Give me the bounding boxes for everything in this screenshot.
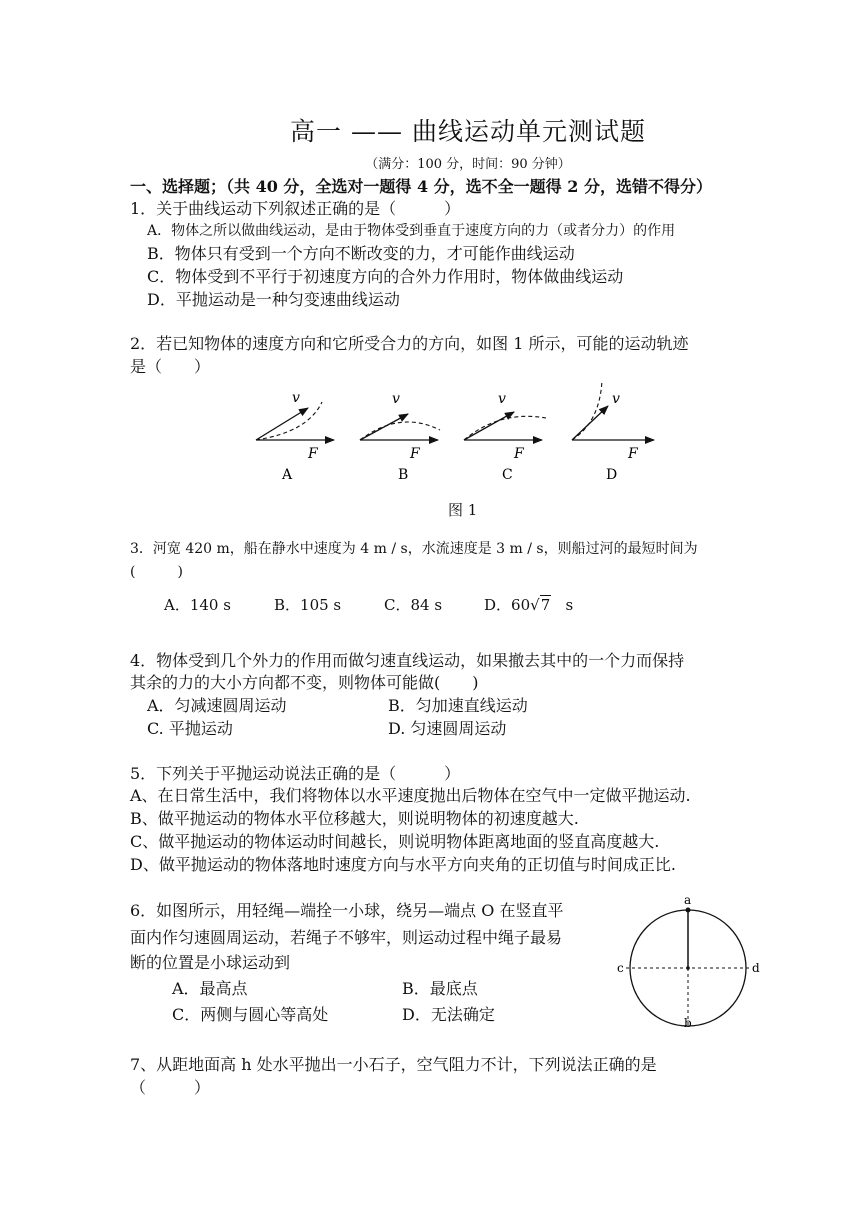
option-a-diagram <box>256 390 334 483</box>
force-label: F <box>308 446 318 462</box>
radicand: 7 <box>540 596 551 614</box>
velocity-label: v <box>392 391 400 407</box>
question-stem: 2．若已知物体的速度方向和它所受合力的方向，如图 1 所示，可能的运动轨迹 <box>130 334 689 353</box>
sqrt-icon: √ <box>530 596 540 614</box>
diagram-label: B <box>398 467 409 483</box>
option-a: A、在日常生活中，我们将物体以水平速度抛出后物体在空气中一定做平抛运动. <box>130 786 691 805</box>
exam-info: （满分：100 分，时间：90 分钟） <box>365 157 571 172</box>
option-a: A．140 s <box>164 596 231 614</box>
question-stem: 6．如图所示，用轻绳—端拴一小球，绕另—端点 O 在竖直平 <box>130 901 564 920</box>
option-d-diagram <box>572 380 654 483</box>
question-stem: 1．关于曲线运动下列叙述正确的是（ ） <box>130 199 461 218</box>
option-a: A．匀减速圆周运动 <box>147 696 287 715</box>
option-b: B．105 s <box>274 596 342 614</box>
point-a-label: a <box>684 893 692 907</box>
question-stem: 3．河宽 420 m，船在静水中速度为 4 m / s，水流速度是 3 m / s，则船过河的最短时间为 <box>130 541 698 557</box>
option-a: A．最高点 <box>172 979 248 998</box>
question-stem-continued: 其余的力的大小方向都不变，则物体可能做( ) <box>130 673 479 692</box>
ball <box>686 908 691 913</box>
option-b: B．最底点 <box>402 979 478 998</box>
point-c-label: c <box>617 961 624 975</box>
option-a: A．物体之所以做曲线运动，是由于物体受到垂直于速度方向的力（或者分力）的作用 <box>147 223 676 239</box>
velocity-label: v <box>498 391 506 407</box>
question-stem-continued: （ ） <box>130 1078 211 1097</box>
center-point <box>686 966 690 970</box>
point-b-label: b <box>684 1016 692 1030</box>
velocity-label: v <box>612 391 620 407</box>
force-label: F <box>628 446 638 462</box>
question-stem: 7、从距地面高 h 处水平抛出一小石子，空气阻力不计，下列说法正确的是 <box>130 1055 657 1074</box>
option-d: D．平抛运动是一种匀变速曲线运动 <box>147 290 400 309</box>
option-d: D、做平抛运动的物体落地时速度方向与水平方向夹角的正切值与时间成正比. <box>130 855 676 874</box>
question-stem-continued: 断的位置是小球运动到 <box>130 953 291 972</box>
option-d-unit: s <box>565 596 574 614</box>
option-c: C．84 s <box>384 596 443 614</box>
option-c: C．两侧与圆心等高处 <box>172 1005 329 1024</box>
option-b: B．物体只有受到一个方向不断改变的力，才可能作曲线运动 <box>147 244 575 263</box>
figure-caption: 图 1 <box>448 501 478 519</box>
option-b: B、做平抛运动的物体水平位移越大，则说明物体的初速度越大. <box>130 809 579 828</box>
page-title: 高一 —— 曲线运动单元测试题 <box>290 117 646 146</box>
question-stem: 4．物体受到几个外力的作用而做匀速直线运动，如果撤去其中的一个力而保持 <box>130 651 685 670</box>
option-c: C．物体受到不平行于初速度方向的合外力作用时，物体做曲线运动 <box>147 267 624 286</box>
velocity-label: v <box>292 390 300 406</box>
diagram-label: D <box>606 467 618 483</box>
option-d: D. 匀速圆周运动 <box>388 719 507 738</box>
option-d: D．无法确定 <box>402 1005 495 1024</box>
diagram-label: A <box>282 467 293 483</box>
section-heading: 一、选择题；（共 40 分，全选对一题得 4 分，选不全一题得 2 分，选错不得分） <box>130 177 712 196</box>
question-stem: 5．下列关于平抛运动说法正确的是（ ） <box>130 764 461 783</box>
option-d-value: D．60 <box>484 596 531 614</box>
diagram-label: C <box>502 467 513 483</box>
circle-figure <box>612 892 772 1030</box>
force-label: F <box>514 446 524 462</box>
option-b: B．匀加速直线运动 <box>388 696 528 715</box>
option-c: C. 平抛运动 <box>147 719 233 738</box>
trajectory-figure <box>250 372 670 487</box>
option-b-diagram <box>360 391 440 483</box>
question-stem-continued: 是（ ） <box>130 357 211 376</box>
option-d <box>484 594 573 615</box>
option-c-diagram <box>464 391 546 483</box>
force-label: F <box>410 446 420 462</box>
question-stem-continued: ( ) <box>130 564 183 580</box>
option-c: C、做平抛运动的物体运动时间越长，则说明物体距离地面的竖直高度越大. <box>130 832 660 851</box>
question-stem-continued: 面内作匀速圆周运动，若绳子不够牢，则运动过程中绳子最易 <box>130 928 563 947</box>
point-d-label: d <box>752 961 760 975</box>
